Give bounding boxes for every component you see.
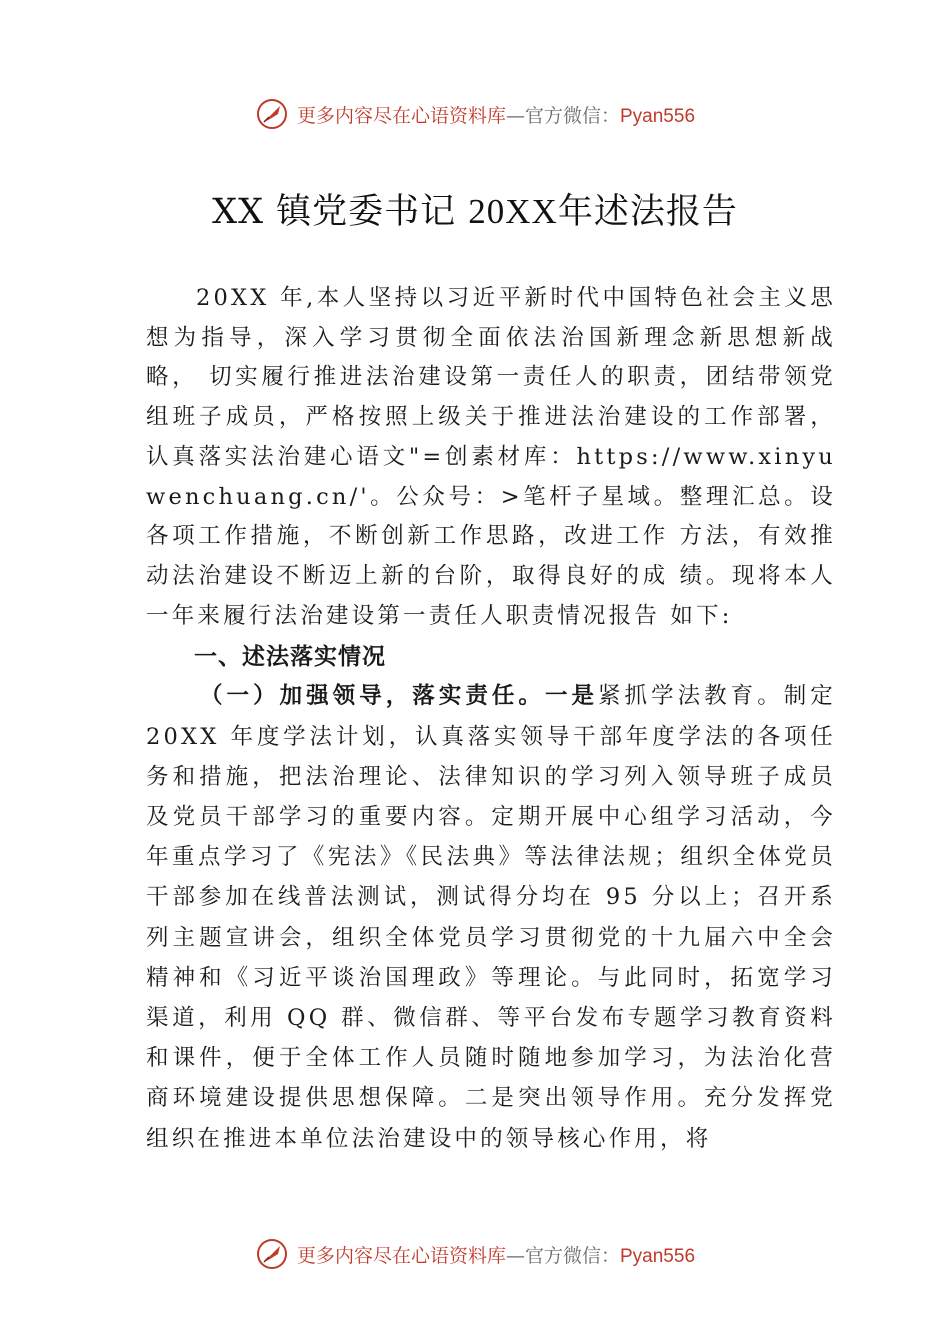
quill-logo-icon bbox=[255, 97, 289, 131]
quill-logo-icon bbox=[255, 1237, 289, 1271]
section-heading: 一、述法落实情况 bbox=[194, 643, 386, 670]
section-body-text: 紧抓学法教育。制定 20XX 年度学法计划，认真落实领导干部年度学法的各项任务和措施，把法治理论、法律知识的学习列入领导班子成员及党员干部学习的重要内容。定期开展中心组学习活动，今年重点学习了《宪法》《民法典》等法律法规；组织全体党员干部参加在线普法测试，测试得分均在 95 分以上；召开系列主题宣讲会，组织全体党员学习贯彻党的十九届六中全会精神和《习近平谈治国理政》等理论。与此同时，拓宽学习渠道，利用 QQ 群、微信群、等平台发布专题学习教育资料和课件，便于全体工作人员随时随地参加学习，为法治化营商环境建设提供思想保障。二是突出领导作用。充分发挥党组织在推进本单位法治建设中的领导核心作用，将 bbox=[146, 683, 836, 1152]
title-prefix: XX 镇党委书记 bbox=[212, 192, 457, 232]
section-paragraph bbox=[146, 676, 836, 1158]
watermark-text bbox=[297, 101, 695, 128]
watermark-dash: — bbox=[505, 104, 525, 127]
document-body bbox=[146, 279, 836, 1159]
header-watermark bbox=[0, 94, 950, 134]
footer-watermark bbox=[0, 1234, 950, 1274]
watermark-main: 更多内容尽在心语资料库 bbox=[296, 104, 506, 127]
watermark-official: 官方微信： bbox=[524, 1244, 620, 1267]
watermark-wechat-id: Pyan556 bbox=[620, 105, 696, 127]
watermark-dash: — bbox=[505, 1244, 525, 1267]
first-point-label: 一是 bbox=[544, 683, 599, 710]
subsection-heading: （一）加强领导，落实责任。 bbox=[200, 683, 545, 710]
watermark-wechat-id: Pyan556 bbox=[620, 1245, 696, 1267]
watermark-main: 更多内容尽在心语资料库 bbox=[296, 1244, 506, 1267]
watermark-text bbox=[297, 1241, 695, 1268]
document-title bbox=[0, 184, 950, 234]
intro-paragraph: 20XX 年,本人坚持以习近平新时代中国特色社会主义思想为指导，深入学习贯彻全面依法治国新理念新思想新战略， 切实履行推进法治建设第一责任人的职责，团结带领党组班子成员，严格按照上级关于推进法治建设的工作部署，认真落实法治建心语文"=创素材库：https://www.xinyuwenchuang.cn/'。公众号：>笔杆子星域。整理汇总。设各项工作措施，不断创新工作思路，改进工作 方法，有效推动法治建设不断迈上新的台阶，取得良好的成 绩。现将本人一年来履行法治建设第一责任人职责情况报告 如下: bbox=[146, 285, 836, 629]
watermark-official: 官方微信： bbox=[524, 104, 620, 127]
title-suffix: 年述法报告 bbox=[557, 192, 738, 232]
title-year: 20XX bbox=[468, 192, 558, 231]
